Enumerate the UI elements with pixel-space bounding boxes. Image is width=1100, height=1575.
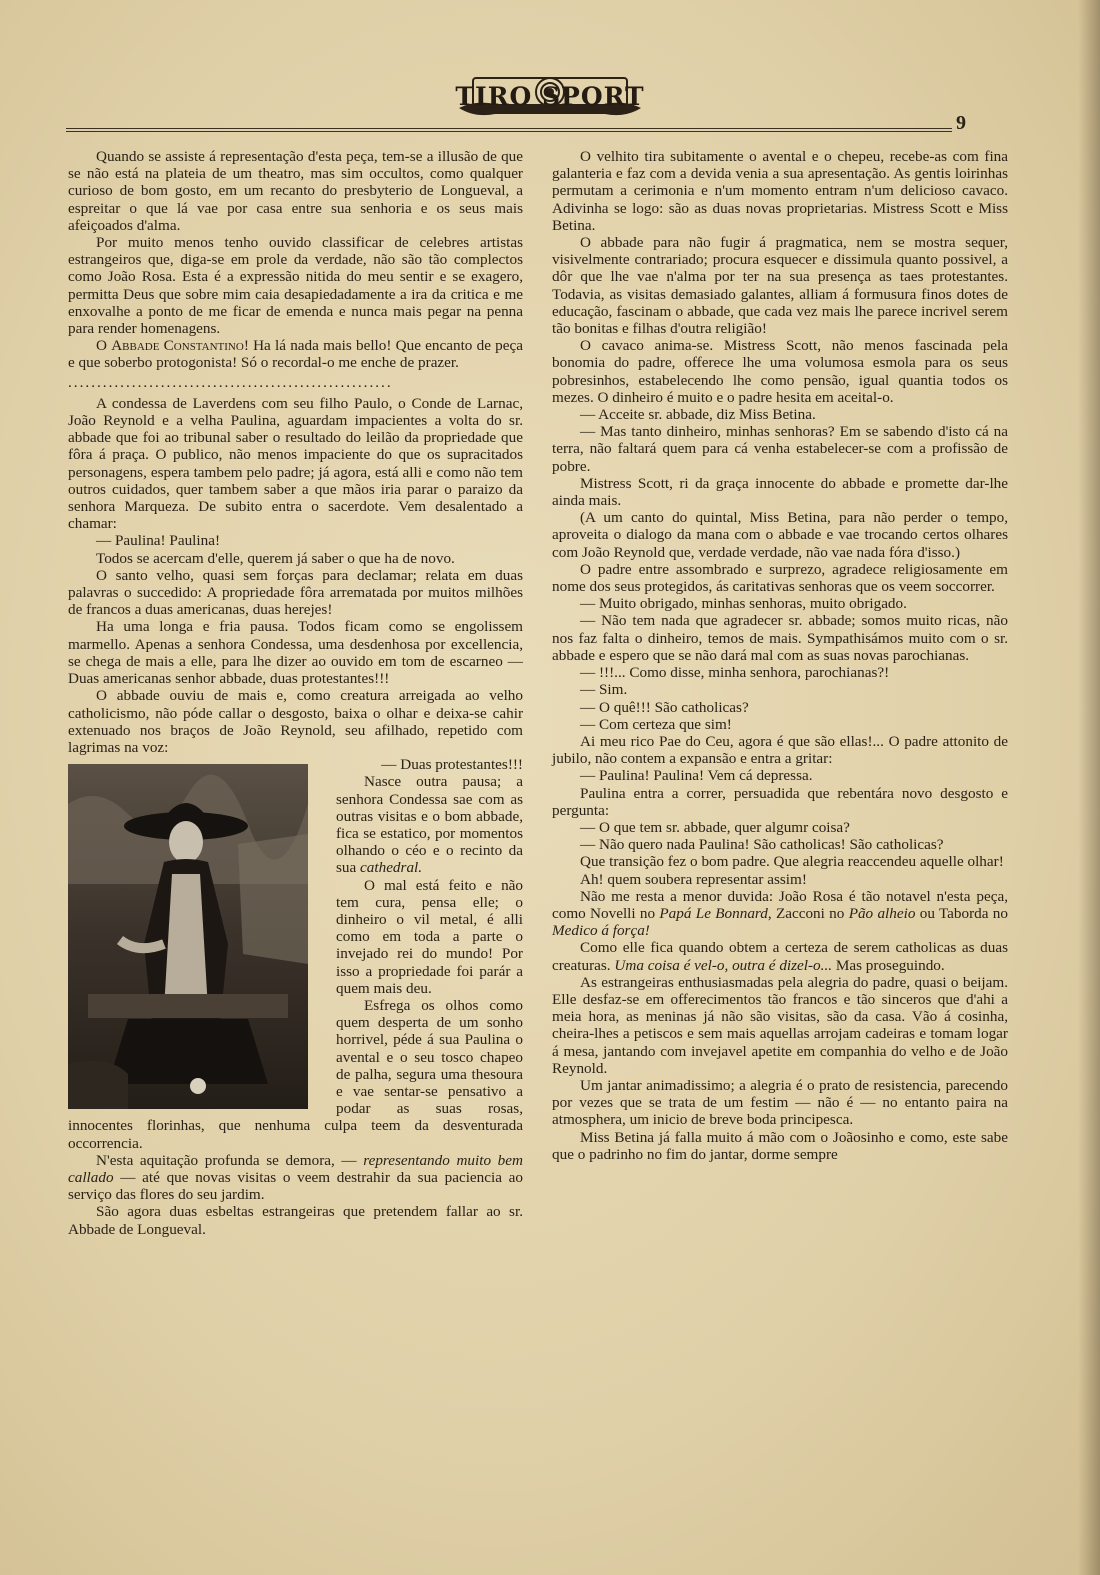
paragraph: O cavaco anima-se. Mistress Scott, não menos fascinada pela bonomia do padre, offerece lhe uma volumosa esmola para os seus pobresinhos, estabelecendo lhe como pensão, igual quantia todos os mezes. O dinheiro é muito e o padre hesita em aceital-o. bbox=[552, 337, 1008, 406]
paragraph: — Muito obrigado, minhas senhoras, muito obrigado. bbox=[580, 595, 907, 613]
priest-photo bbox=[68, 764, 308, 1109]
paragraph: — Não quero nada Paulina! São catholicas! São catholicas? bbox=[580, 836, 944, 854]
play-title: Abbade Constantino bbox=[111, 337, 244, 355]
paragraph: O velhito tira subitamente o avental e o chepeu, recebe-as com fina galanteria e faz com a devida venia a sua apresentação. As gentis loirinhas permutam a cerimonia e n'um momento entram n'um delicioso cavaco. Adivinha se logo: são as duas novas proprietarias. Mistress Scott e Miss Betina. bbox=[552, 148, 1008, 234]
paragraph: Como elle fica quando obtem a certeza de serem catholicas as duas creaturas. Uma coisa é vel-o, outra é dizel-o... Mas proseguindo. bbox=[552, 939, 1008, 974]
priest-portrait-photo-icon bbox=[68, 764, 308, 1109]
paragraph: — Com certeza que sim! bbox=[580, 715, 732, 733]
section-divider: ........................................................ bbox=[68, 373, 393, 391]
page-number: 9 bbox=[956, 112, 966, 134]
paragraph: — Sim. bbox=[580, 681, 628, 699]
paragraph: N'esta aquitação profunda se demora, — representando muito bem callado — até que novas visitas o veem destrahir da sua paciencia ao serviço das flores do seu jardim. bbox=[68, 1151, 523, 1204]
paragraph: Paulina entra a correr, persuadida que rebentára novo desgosto e pergunta: bbox=[552, 784, 1008, 819]
paragraph: — !!!... Como disse, minha senhora, parochianas?! bbox=[580, 664, 890, 682]
paragraph: Mistress Scott, ri da graça innocente do abbade e promette dar-lhe ainda mais. bbox=[552, 474, 1008, 510]
paragraph: — Paulina! Paulina! Vem cá depressa. bbox=[580, 767, 813, 785]
paragraph: Esfrega os olhos como quem desperta de um sonho horrivel, péde á sua Paulina o avental e o seu tosco chapeo de palha, segura uma thesoura e vae sentar-se pensativo a podar as suas rosas, innocentes florinhas, que nenhuma culpa teem da desventurada occorrencia. bbox=[68, 996, 523, 1152]
paragraph: As estrangeiras enthusiasmadas pela alegria do padre, quasi o beijam. Elle desfaz-se em offerecimentos tão francos e tão sinceros que d'ahi a meia hora, as meninas já não são visitas, são da casa. Vão á cosinha, cheira-lhes a petiscos e sem mais aquellas arrojam cadeiras e tomam logar á mesa, jantando com invejavel apetite em companhia do velho e de João Reynold. bbox=[552, 973, 1008, 1077]
paragraph: Por muito menos tenho ouvido classificar de celebres artistas estrangeiros que, diga-se em prole da verdade, não são tão complectos como João Rosa. Esta é a expressão nitida do meu sentir e se exagero, permitta Deus que sobre mim caia desapiedadamente a ira da critica e me enxovalhe a ponto de me ficar de emenda e nunca mais pegar na penna para render homenagens. bbox=[68, 234, 523, 338]
masthead bbox=[455, 74, 645, 120]
paragraph: — O que tem sr. abbade, quer algumr coisa? bbox=[580, 818, 850, 836]
paragraph: Todos se acercam d'elle, querem já saber o que ha de novo. bbox=[96, 549, 455, 567]
paragraph: O abbade ouviu de mais e, como creatura arreigada ao velho catholicismo, não póde callar o desgosto, baixa o olhar e deixa-se cahir extenuado nos braços de João Reynold, seu afilhado, repetido com lagrimas na voz: bbox=[68, 687, 523, 756]
paragraph: O santo velho, quasi sem forças para declamar; relata em duas palavras o succedido: A propriedade fôra arrematada por muitos milhões de francos a duas americanas, duas herejes! bbox=[68, 566, 523, 619]
paragraph: O abbade para não fugir á pragmatica, nem se mostra sequer, visivelmente contrariado; procura esquecer e dissimula quanto possivel, a dôr que lhe vae n'alma por ter na sua presença as taes protestantes. Todavia, as visitas demasiado galantes, alliam á formusura finos dotes de educação, fascinam o abbade, que cada vez mais lhe parece incrivel serem tão bonitas e filhas d'outra religião! bbox=[552, 234, 1008, 338]
left-column bbox=[68, 148, 523, 1238]
paragraph: — Acceite sr. abbade, diz Miss Betina. bbox=[580, 406, 816, 424]
paragraph: Miss Betina já falla muito á mão com o Joãosinho e como, este sabe que o padrinho no fim do jantar, dorme sempre bbox=[552, 1128, 1008, 1163]
paragraph: Um jantar animadissimo; a alegria é o prato de resistencia, parecendo por vezes que se trata de um festim — não é — no entanto paira na atmosphera, um inicio de breve boda principesca. bbox=[552, 1076, 1008, 1129]
page-edge-shadow bbox=[1078, 0, 1100, 1575]
paragraph: Que transição fez o bom padre. Que alegria reaccendeu aquelle olhar! bbox=[580, 853, 1004, 871]
paragraph: São agora duas esbeltas estrangeiras que pretendem fallar ao sr. Abbade de Longueval. bbox=[68, 1203, 523, 1238]
paragraph: — Não tem nada que agradecer sr. abbade; somos muito ricas, não nos faz falta o dinheiro, temos de mais. Sympathisámos muito com o sr. abbade e espero que se não dará mal com as suas novas parochianas. bbox=[552, 612, 1008, 664]
paragraph: Ah! quem soubera representar assim! bbox=[580, 870, 807, 888]
paragraph: — Paulina! Paulina! bbox=[96, 532, 221, 550]
right-column bbox=[552, 148, 1008, 1163]
paragraph: Não me resta a menor duvida: João Rosa é tão notavel n'esta peça, como Novelli no Papá Le Bonnard, Zacconi no Pão alheio ou Taborda no Medico á força! bbox=[552, 887, 1008, 940]
paragraph: A condessa de Laverdens com seu filho Paulo, o Conde de Larnac, João Reynold e a velha Paulina, aguardam impacientes a volta do sr. abbade que foi ao tribunal saber o resultado do leilão da propriedade que fôra á praça. O publico, não menos impaciente do que os supracitados personagens, espera tambem pelo padre; já agora, está alli e como não tem outros cuidados, quer tambem saber a que mãos iria parar o paraizo da senhora Marqueza. De subito entra o sacerdote. Vem desalentado a chamar: bbox=[68, 394, 523, 533]
paragraph: Quando se assiste á representação d'esta peça, tem-se a illusão de que se não está na plateia de um theatro, mas sim occultos, como qualquer curioso de bom gosto, em um recanto do presbyterio de Longueval, a espreitar o que lá vae por casa entre sua senhoria e os seus mais afeiçoados d'alma. bbox=[68, 148, 523, 234]
paragraph: (A um canto do quintal, Miss Betina, para não perder o tempo, aproveita o dialogo da mana com o abbade e vae trocando certos olhares com João Reynold que, verdade verdade, não vae nada fóra d'isso.) bbox=[552, 509, 1008, 561]
paragraph: O padre entre assombrado e surprezo, agradece religiosamente em nome dos seus protegidos, ás caritativas senhoras que os veem soccorrer. bbox=[552, 560, 1008, 596]
header-rule-bottom bbox=[66, 131, 952, 132]
paragraph: — Duas protestantes!!! bbox=[381, 756, 523, 774]
paragraph: O mal está feito e não tem cura, pensa elle; o dinheiro o vil metal, é alli como em toda a parte o invejado rei do mundo! Por isso a propriedade foi parár a quem mais deu. bbox=[336, 876, 523, 997]
paragraph: — Mas tanto dinheiro, minhas senhoras? Em se sabendo d'isto cá na terra, não faltará quem para cá venha estabelecer-se com a profissão de pobre. bbox=[552, 423, 1008, 475]
paragraph: Ai meu rico Pae do Ceu, agora é que são ellas!... O padre attonito de jubilo, não contem a expansão e entra a gritar: bbox=[552, 732, 1008, 768]
paragraph: O Abbade Constantino! Ha lá nada mais bello! Que encanto de peça e que soberbo protogonista! Só o recordal-o me enche de prazer. bbox=[68, 337, 524, 372]
header-rule-top bbox=[66, 128, 952, 129]
paragraph: Ha uma longa e fria pausa. Todos ficam como se engolissem marmello. Apenas a senhora Condessa, uma desdenhosa por excellencia, se chega de mais a elle, para lhe dizer ao ouvido em tom de escarneo — Duas americanas senhor abbade, duas protestantes!!! bbox=[68, 618, 523, 688]
paragraph: Nasce outra pausa; a senhora Condessa sae com as outras visitas e o bom abbade, fica se estatico, por momentos olhando o céo e o recinto da sua cathedral. bbox=[336, 773, 523, 877]
paragraph: — O quê!!! São catholicas? bbox=[580, 698, 749, 716]
masthead-title: TIRO SPORT bbox=[455, 82, 645, 111]
